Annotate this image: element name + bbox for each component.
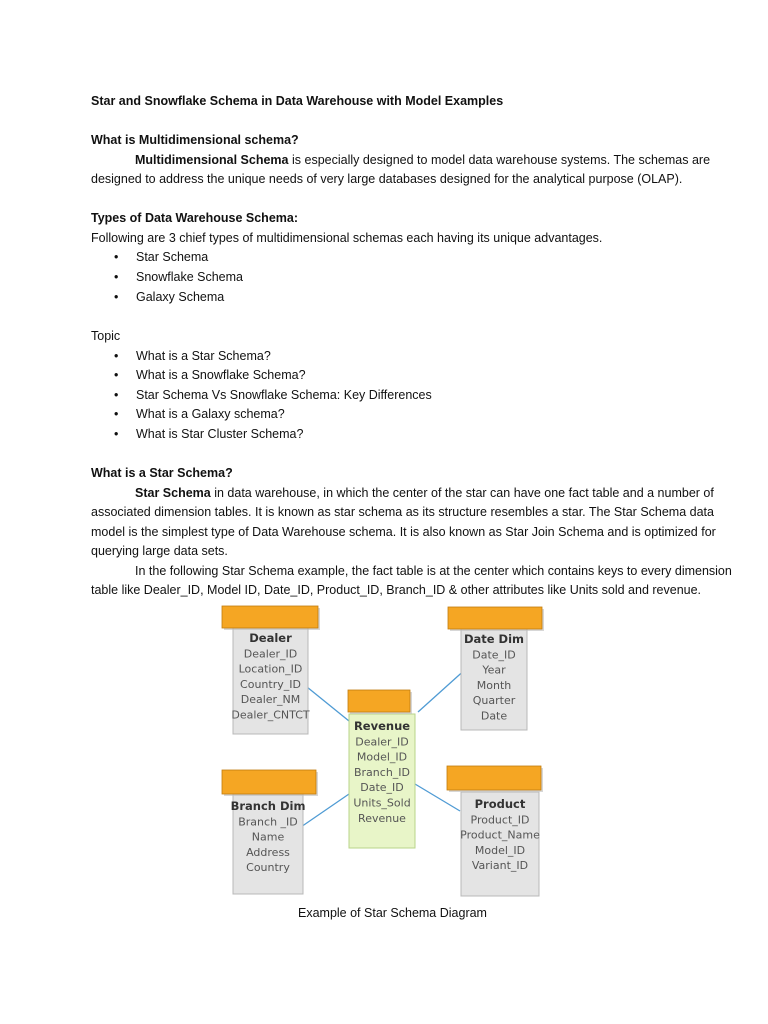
- list-item: Galaxy Schema: [136, 290, 225, 304]
- star-schema-diagram: [210, 604, 560, 904]
- paragraph-multidimensional-line2: designed to address the unique needs of very large databases designed for the analytical purpose (OLAP).: [91, 172, 683, 186]
- bullet-icon: •: [114, 388, 119, 402]
- paragraph-text: is especially designed to model data warehouse systems. The schemas are: [288, 153, 711, 167]
- dealer-header: [222, 606, 318, 628]
- fact-field: Model_ID: [356, 750, 408, 764]
- topic-label: Topic: [91, 329, 121, 343]
- date-header: [448, 607, 542, 629]
- heading-multidimensional: What is Multidimensional schema?: [91, 133, 299, 147]
- fact-field: Branch_ID: [353, 765, 411, 779]
- product-field: Product_Name: [460, 828, 540, 842]
- bullet-icon: •: [114, 290, 119, 304]
- product-field: Variant_ID: [471, 859, 529, 873]
- branch-field: Address: [246, 845, 290, 859]
- heading-types: Types of Data Warehouse Schema:: [91, 211, 299, 225]
- product-field: Model_ID: [474, 843, 526, 857]
- paragraph-star-line4: querying large data sets.: [91, 544, 228, 558]
- list-item: What is Star Cluster Schema?: [136, 427, 304, 441]
- list-item: Star Schema Vs Snowflake Schema: Key Differences: [136, 388, 432, 402]
- paragraph-star-line3: model is the simplest type of Data Warehouse schema. It is also known as Star Join Schema and is optimized for: [91, 525, 716, 539]
- paragraph-types: Following are 3 chief types of multidimensional schemas each having its unique advantages.: [91, 231, 603, 245]
- date-table-name: Date Dim: [463, 632, 525, 646]
- date-field: Date: [480, 709, 508, 723]
- bullet-icon: •: [114, 250, 119, 264]
- list-item: What is a Star Schema?: [136, 349, 271, 363]
- list-item: Star Schema: [136, 250, 209, 264]
- document-title: Star and Snowflake Schema in Data Warehouse with Model Examples: [91, 94, 504, 108]
- fact-field: Revenue: [358, 811, 406, 825]
- branch-field: Branch _ID: [238, 815, 298, 829]
- fact-field: Date_ID: [360, 781, 404, 795]
- branch-field: Country: [246, 861, 290, 875]
- product-header: [447, 766, 541, 790]
- dealer-field: Location_ID: [238, 662, 303, 676]
- paragraph-example-line1: In the following Star Schema example, the fact table is at the center which contains keys to every dimension: [135, 564, 732, 578]
- dealer-field: Dealer_NM: [240, 693, 301, 707]
- paragraph-example-line2: table like Dealer_ID, Model ID, Date_ID, Product_ID, Branch_ID & other attributes like Units sold and revenue.: [91, 583, 702, 597]
- dealer-table-name: Dealer: [249, 631, 292, 645]
- product-field: Product_ID: [470, 813, 530, 827]
- dealer-field: Dealer_CNTCT: [231, 708, 310, 722]
- paragraph-multidimensional-line1: [135, 151, 710, 169]
- figure-caption: Example of Star Schema Diagram: [298, 906, 487, 920]
- term-multidimensional-schema: Multidimensional Schema: [135, 153, 289, 167]
- branch-table-name: Branch Dim: [230, 799, 306, 813]
- date-field: Date_ID: [472, 648, 516, 662]
- paragraph-star-line2: associated dimension tables. It is known as star schema as its structure resembles a star. The Star Schema data: [91, 505, 714, 519]
- date-field: Month: [476, 678, 512, 692]
- paragraph-star-line1: [135, 484, 714, 502]
- list-item: What is a Snowflake Schema?: [136, 368, 306, 382]
- connector-line: [298, 794, 349, 829]
- date-field: Quarter: [472, 694, 516, 708]
- bullet-icon: •: [114, 368, 119, 382]
- dealer-field: Country_ID: [240, 677, 301, 691]
- date-field: Year: [482, 663, 506, 677]
- fact-field: Dealer_ID: [355, 735, 409, 749]
- connector-line: [307, 687, 349, 721]
- product-table-name: Product: [474, 797, 526, 811]
- term-star-schema: Star Schema: [135, 486, 211, 500]
- dealer-field: Dealer_ID: [243, 647, 298, 661]
- branch-header: [222, 770, 316, 794]
- star-schema-svg: [210, 604, 560, 904]
- bullet-icon: •: [114, 349, 119, 363]
- bullet-icon: •: [114, 270, 119, 284]
- paragraph-text: in data warehouse, in which the center of the star can have one fact table and a number of: [210, 486, 714, 500]
- fact-field: Units_Sold: [353, 796, 411, 810]
- bullet-icon: •: [114, 407, 119, 421]
- bullet-icon: •: [114, 427, 119, 441]
- fact-table-name: Revenue: [353, 719, 411, 733]
- branch-field: Name: [251, 830, 285, 844]
- fact-header: [348, 690, 410, 712]
- list-item: Snowflake Schema: [136, 270, 244, 284]
- heading-star-schema: What is a Star Schema?: [91, 466, 233, 480]
- list-item: What is a Galaxy schema?: [136, 407, 285, 421]
